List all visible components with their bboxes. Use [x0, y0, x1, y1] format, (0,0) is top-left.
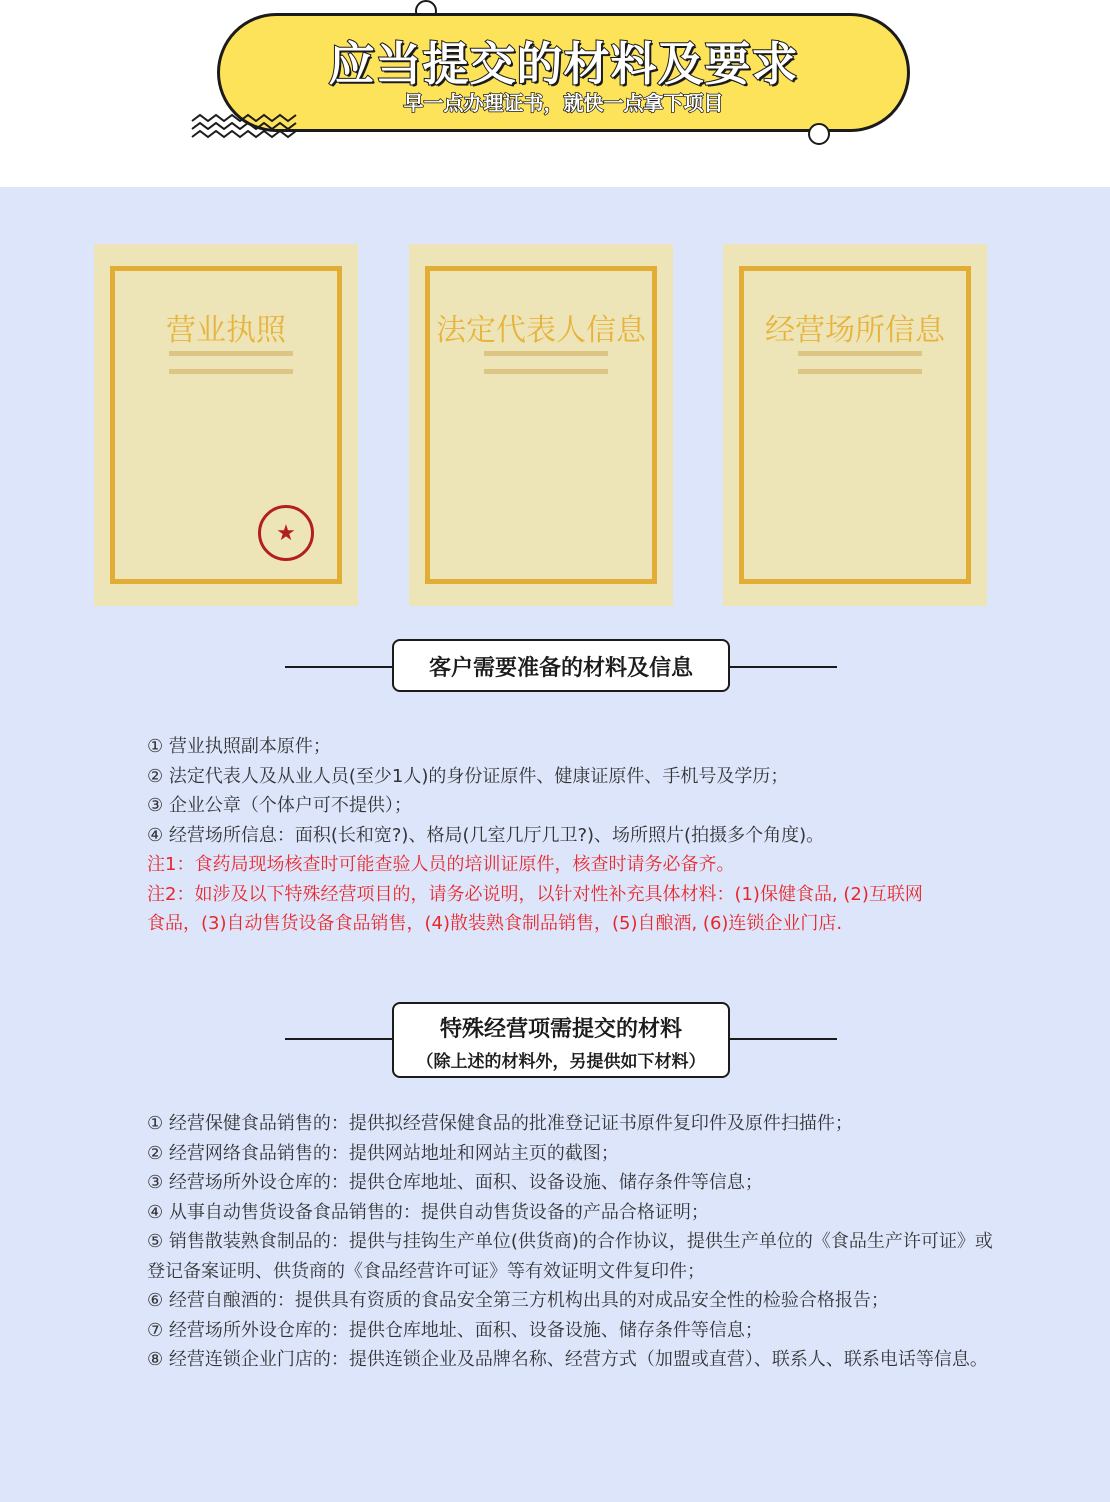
card-line: [169, 369, 293, 374]
section-divider-right: [729, 666, 837, 668]
section-divider-left: [285, 666, 393, 668]
section-divider-left: [285, 1038, 393, 1040]
section-divider-right: [729, 1038, 837, 1040]
card-line: [484, 351, 608, 356]
special-materials-list: [147, 1109, 997, 1375]
banner-title: 应当提交的材料及要求: [328, 37, 799, 91]
list-item: ⑤ 销售散装熟食制品的：提供与挂钩生产单位(供货商)的合作协议，提供生产单位的《食品生产许可证》或登记备案证明、供货商的《食品经营许可证》等有效证明文件复印件；: [147, 1231, 993, 1282]
section-heading-special: [392, 1002, 730, 1078]
card-business-license: [94, 244, 358, 606]
note-item: 注1：食药局现场核查时可能查验人员的培训证原件，核查时请务必备齐。: [147, 854, 735, 875]
card-line: [484, 369, 608, 374]
main-content: [0, 187, 1110, 1502]
card-title: 营业执照: [166, 313, 286, 348]
header-banner: [0, 0, 1110, 187]
card-frame: [739, 266, 971, 584]
card-frame: [110, 266, 342, 584]
decor-circle-bottom: [808, 123, 830, 145]
seal-star-icon: ★: [258, 505, 314, 561]
card-legal-representative: [409, 244, 673, 606]
list-item: ④ 经营场所信息：面积(长和宽?)、格局(几室几厅几卫?)、场所照片(拍摄多个角度)。: [147, 824, 825, 846]
list-item: ⑧ 经营连锁企业门店的：提供连锁企业及品牌名称、经营方式（加盟或直营）、联系人、联系电话等信息。: [147, 1349, 988, 1370]
list-item: ④ 从事自动售货设备食品销售的：提供自动售货设备的产品合格证明；: [147, 1201, 709, 1223]
section-title: 客户需要准备的材料及信息: [428, 656, 693, 681]
card-frame: [425, 266, 657, 584]
card-title: 法定代表人信息: [436, 313, 646, 348]
banner-subtitle: 早一点办理证书，就快一点拿下项目: [403, 91, 724, 115]
list-item: ② 经营网络食品销售的：提供网站地址和网站主页的截图；: [147, 1142, 619, 1164]
materials-list: [147, 732, 1007, 939]
list-item: ② 法定代表人及从业人员(至少1人)的身份证原件、健康证原件、手机号及学历；: [147, 765, 789, 787]
section-title: 特殊经营项需提交的材料: [439, 1017, 682, 1042]
list-item: ① 营业执照副本原件；: [147, 736, 331, 757]
zigzag-decoration: [190, 113, 302, 139]
card-line: [798, 369, 922, 374]
card-line: [169, 351, 293, 356]
card-line: [798, 351, 922, 356]
section-heading-materials: [392, 639, 730, 692]
list-item: ① 经营保健食品销售的：提供拟经营保健食品的批准登记证书原件复印件及原件扫描件；: [147, 1113, 853, 1134]
note-item: 注2：如涉及以下特殊经营项目的，请务必说明，以针对性补充具体材料：(1)保健食品, (2)互联网食品，(3)自动售货设备食品销售，(4)散装熟食制品销售，(5)自酿酒, (6)连锁企业门店.: [147, 883, 923, 934]
card-title: 经营场所信息: [765, 313, 945, 348]
list-item: ⑥ 经营自酿酒的：提供具有资质的食品安全第三方机构出具的对成品安全性的检验合格报告；: [147, 1290, 889, 1311]
card-business-premises: [723, 244, 987, 606]
list-item: ③ 经营场所外设仓库的：提供仓库地址、面积、设备设施、储存条件等信息；: [147, 1172, 763, 1193]
list-item: ⑦ 经营场所外设仓库的：提供仓库地址、面积、设备设施、储存条件等信息；: [147, 1319, 763, 1341]
list-item: ③ 企业公章（个体户可不提供）；: [147, 795, 412, 816]
section-subtitle: （除上述的材料外，另提供如下材料）: [416, 1052, 706, 1072]
